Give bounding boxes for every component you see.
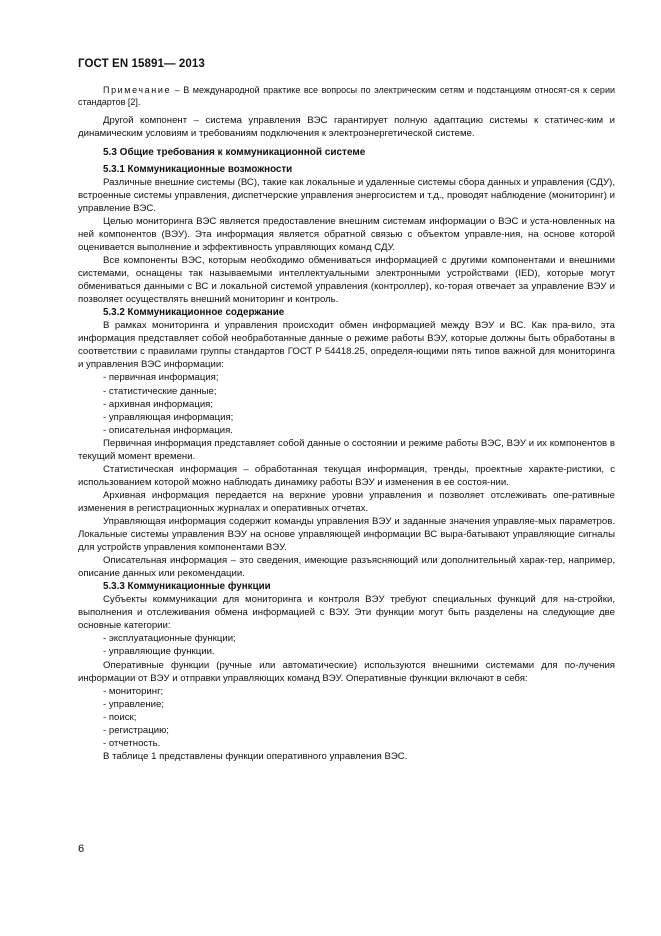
paragraph: Первичная информация представляет собой данные о состоянии и режиме работы ВЭС, ВЭУ и их компонентов в текущий момент времени. — [78, 437, 615, 462]
list-item: - управляющая информация; — [103, 411, 234, 423]
paragraph: Управляющая информация содержит команды управления ВЭУ и заданные значения управляе-мых параметров. Локальные системы управления ВЭУ на основе управляющей информации ВС выра-батывают управляющие сигналы для устройств управления компонентами ВЭУ. — [78, 516, 615, 554]
note-text: – В международной практике все вопросы по электрическим сетям и подстанциям относят-ся к серии стандартов [2]. — [78, 85, 615, 107]
paragraph: Различные внешние системы (ВС), такие как локальные и удаленные системы сбора данных и управления (СДУ), встроенные системы управления, диспетчерские управления энергосистем и т.д., проводят наблюдение (мониторинг) и управление ВЭС. — [78, 176, 615, 214]
list-item: - отчетность. — [103, 737, 161, 749]
subsection-title: 5.3.1 Коммуникационные возможности — [103, 163, 293, 175]
paragraph: Статистическая информация – обработанная текущая информация, тренды, проектные характе-ристики, с использованием которой можно наблюдать динамику работы ВЭУ и изменения в ее состоя-нии. — [78, 463, 615, 488]
list-item: - статистические данные; — [103, 385, 217, 397]
paragraph: Все компоненты ВЭС, которым необходимо обмениваться информацией с другими компонентами и внешними системами, оснащены так называемыми интеллектуальными электронными устройствами (IED), которые могут обмениваться данными с ВС и локальной системой управления (контроллер), ко-торая отвечает за управление ВЭУ и позволяет осуществлять внешний мониторинг и контроль. — [78, 255, 615, 306]
paragraph: Оперативные функции (ручные или автоматические) используются внешними системами для по-лучения информации от ВЭУ и отправки управляющих команд ВЭУ. Оперативные функции включают в себя: — [78, 659, 615, 684]
section-title: 5.3 Общие требования к коммуникационной системе — [103, 146, 366, 158]
note-paragraph — [78, 85, 615, 109]
paragraph: В рамках мониторинга и управления происходит обмен информацией между ВЭУ и ВС. Как пра-вило, эта информация представляет собой необработанные данные о режиме работы ВЭУ, которые должны быть обработаны в соответствии с правилами группы стандартов ГОСТ Р 54418.25, определя-ющими пять типов важной для мониторинга и управления ВЭС информации: — [78, 320, 615, 371]
subsection-title: 5.3.3 Коммуникационные функции — [103, 581, 271, 593]
list-item: - первичная информация; — [103, 372, 219, 384]
intro-paragraph: Другой компонент – система управления ВЭС гарантирует полную адаптацию системы к статичес-ким и динамическим условиям и требованиям подключения к электроэнергетической системе. — [78, 114, 615, 139]
paragraph: Целью мониторинга ВЭС является предоставление внешним системам информации о ВЭС и уста-новленных на ней компонентов (ВЭУ). Эта информация является обратной связью с объектом управле-ния, на основе которой оценивается выполнение и эффективность управляющих команд СДУ. — [78, 215, 615, 254]
list-item: - поиск; — [103, 711, 137, 723]
list-item: - управляющие функции. — [103, 646, 215, 658]
list-item: - управление; — [103, 698, 164, 710]
paragraph: Архивная информация передается на верхние уровни управления и позволяет отслеживать опе-ративные изменения в регистрационных журналах и оперативных отчетах. — [78, 489, 615, 514]
list-item: - архивная информация; — [103, 398, 214, 410]
list-item: - регистрацию; — [103, 724, 169, 736]
paragraph: Описательная информация – это сведения, имеющие разъясняющий или дополнительный харак-тер, например, описание данных или рекомендации. — [78, 555, 615, 580]
document-header: ГОСТ EN 15891— 2013 — [78, 58, 205, 70]
paragraph: Субъекты коммуникации для мониторинга и контроля ВЭУ требуют специальных функций для на-стройки, выполнения и отслеживания обмена информацией с ВЭУ. Эти функции могут быть разделены на следующие две основные категории: — [78, 594, 615, 632]
list-item: - мониторинг; — [103, 685, 164, 697]
page-number: 6 — [78, 843, 85, 855]
note-label: Примечание — [103, 85, 172, 95]
document-body — [78, 85, 615, 763]
list-item: - эксплуатационные функции; — [103, 633, 236, 645]
paragraph: В таблице 1 представлены функции оперативного управления ВЭС. — [103, 750, 408, 762]
subsection-title: 5.3.2 Коммуникационное содержание — [103, 307, 285, 319]
list-item: - описательная информация. — [103, 424, 233, 436]
